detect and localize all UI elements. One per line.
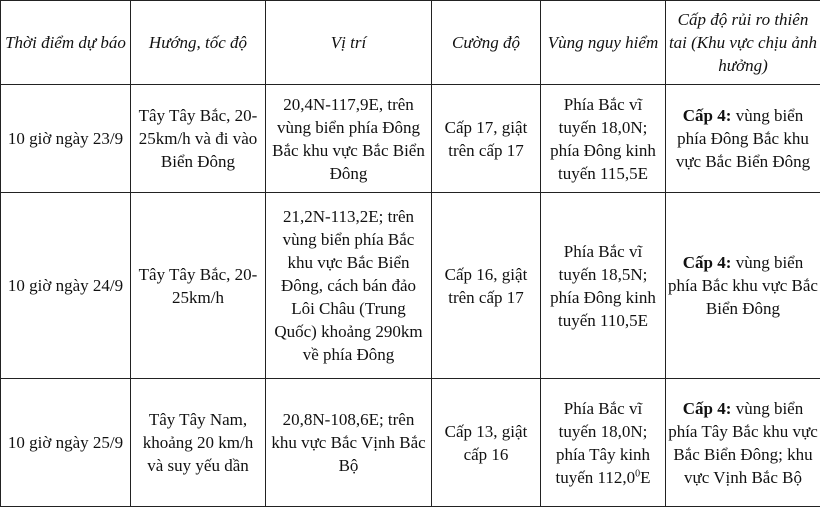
header-time: Thời điểm dự báo	[1, 1, 131, 85]
header-direction: Hướng, tốc độ	[131, 1, 266, 85]
danger-text-tail: E	[640, 468, 650, 487]
cell-position: 21,2N-113,2E; trên vùng biển phía Bắc khu vực Bắc Biển Đông, cách bán đảo Lôi Châu (Trung Quốc) khoảng 290km về phía Đông	[266, 193, 432, 379]
cell-time: 10 giờ ngày 25/9	[1, 379, 131, 507]
cell-direction: Tây Tây Nam, khoảng 20 km/h và suy yếu dần	[131, 379, 266, 507]
superscript-zero: 0	[635, 468, 640, 479]
header-risk-level: Cấp độ rủi ro thiên tai (Khu vực chịu ảnh hưởng)	[666, 1, 820, 85]
header-intensity: Cường độ	[432, 1, 541, 85]
cell-direction: Tây Tây Bắc, 20-25km/h	[131, 193, 266, 379]
cell-danger-zone	[541, 379, 666, 507]
header-danger-zone: Vùng nguy hiểm	[541, 1, 666, 85]
table-row	[1, 193, 820, 379]
cell-position: 20,8N-108,6E; trên khu vực Bắc Vịnh Bắc Bộ	[266, 379, 432, 507]
cell-direction: Tây Tây Bắc, 20-25km/h và đi vào Biển Đông	[131, 85, 266, 193]
header-position: Vị trí	[266, 1, 432, 85]
risk-area-text: vùng biển phía Tây Bắc khu vực Bắc Biển Đông; khu vực Vịnh Bắc Bộ	[668, 399, 818, 487]
danger-text: Phía Bắc vĩ tuyến 18,0N; phía Tây kinh tuyến 112,0	[555, 399, 650, 487]
risk-level-label: Cấp 4:	[683, 106, 732, 125]
risk-area-text: vùng biển phía Đông Bắc khu vực Bắc Biển Đông	[676, 106, 810, 171]
cell-danger-zone: Phía Bắc vĩ tuyến 18,0N; phía Đông kinh tuyến 115,5E	[541, 85, 666, 193]
table-row	[1, 379, 820, 507]
cell-intensity: Cấp 17, giật trên cấp 17	[432, 85, 541, 193]
risk-level-label: Cấp 4:	[683, 399, 732, 418]
risk-area-text: vùng biển phía Bắc khu vực Bắc Biển Đông	[668, 253, 818, 318]
cell-danger-zone: Phía Bắc vĩ tuyến 18,5N; phía Đông kinh tuyến 110,5E	[541, 193, 666, 379]
cell-time: 10 giờ ngày 24/9	[1, 193, 131, 379]
cell-intensity: Cấp 13, giật cấp 16	[432, 379, 541, 507]
cell-time: 10 giờ ngày 23/9	[1, 85, 131, 193]
cell-risk	[666, 379, 820, 507]
cell-intensity: Cấp 16, giật trên cấp 17	[432, 193, 541, 379]
cell-position: 20,4N-117,9E, trên vùng biển phía Đông Bắc khu vực Bắc Biển Đông	[266, 85, 432, 193]
cell-risk	[666, 85, 820, 193]
cell-risk	[666, 193, 820, 379]
table-row	[1, 85, 820, 193]
header-row	[1, 1, 820, 85]
risk-level-label: Cấp 4:	[683, 253, 732, 272]
